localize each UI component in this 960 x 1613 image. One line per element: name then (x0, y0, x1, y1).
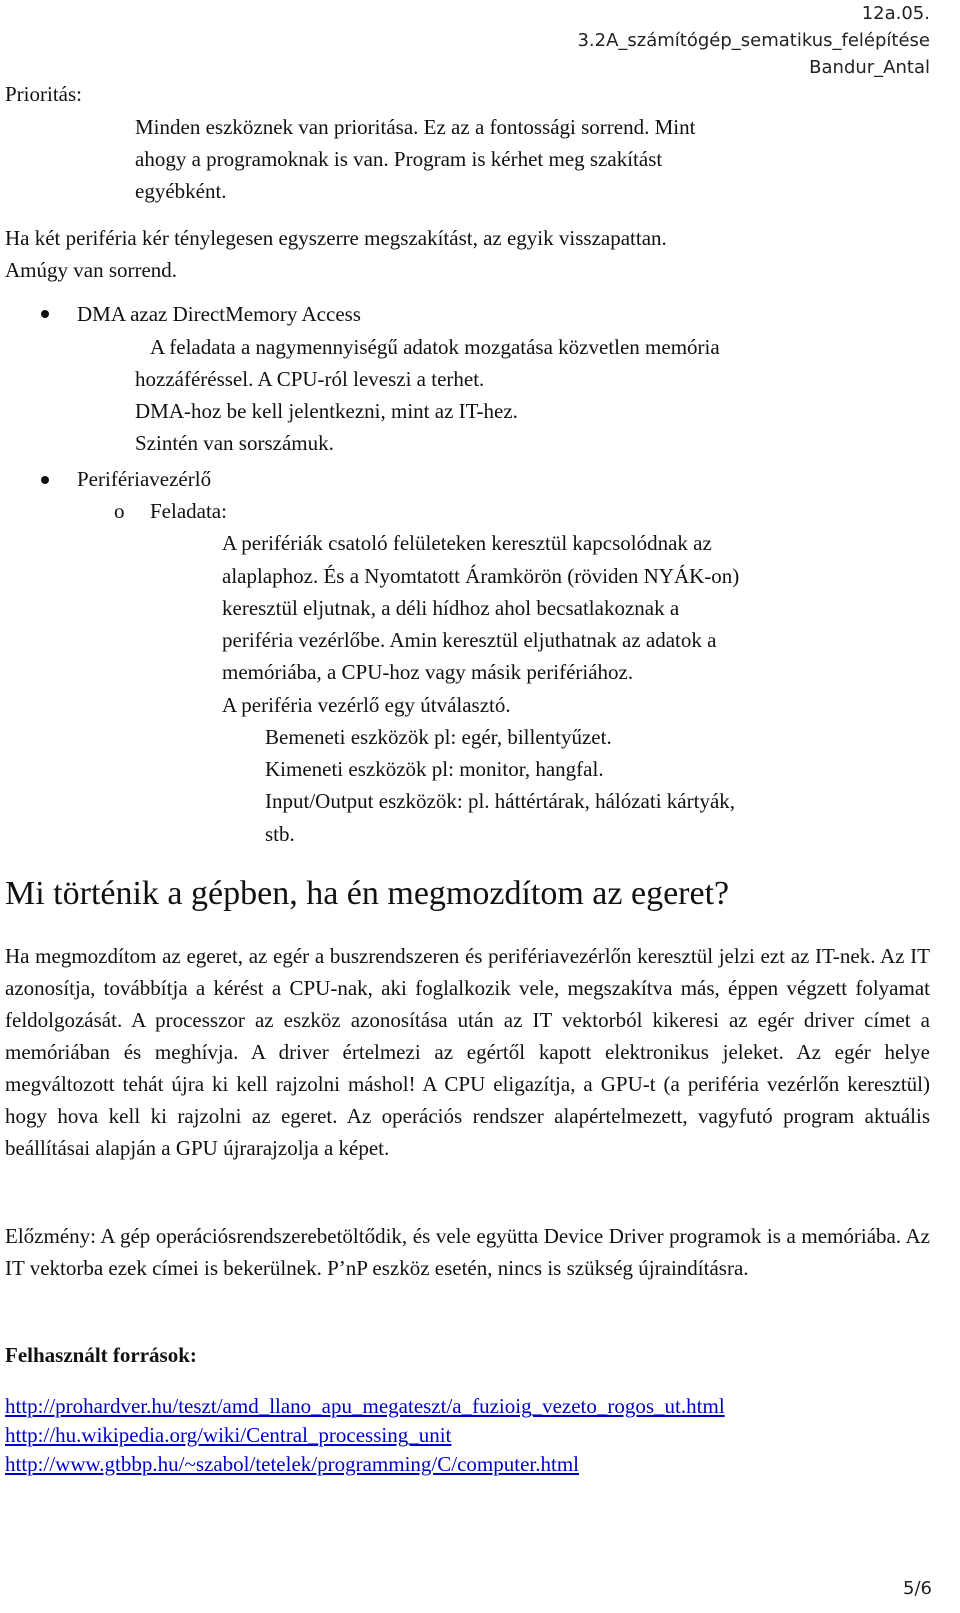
header-document-title: 3.2A_számítógép_sematikus_felépítése (577, 30, 930, 51)
perif-line-2: alaplaphoz. És a Nyomtatott Áramkörön (röviden NYÁK-on) (222, 564, 740, 588)
header-rule (577, 81, 930, 82)
header-date: 12a.05. (861, 3, 930, 24)
device-output: Kimeneti eszközök pl: monitor, hangfal. (265, 757, 604, 781)
priority-label: Prioritás: (5, 82, 82, 106)
conflict-line-1: Ha két periféria kér ténylegesen egyszerre megszakítást, az egyik visszapattan. (5, 226, 667, 250)
priority-line-2: ahogy a programoknak is van. Program is kérhet meg szakítást (135, 147, 663, 171)
dma-title: DMA azaz DirectMemory Access (77, 302, 361, 326)
source-link-gtbbp[interactable]: http://www.gtbbp.hu/~szabol/tetelek/programming/C/computer.html (5, 1452, 580, 1476)
priority-line-3: egyébként. (135, 179, 227, 203)
conflict-line-2: Amúgy van sorrend. (5, 258, 178, 282)
device-io: Input/Output eszközök: pl. háttértárak, hálózati kártyák, (265, 789, 736, 813)
perif-bullet-icon (41, 476, 49, 484)
perif-line-6: A periféria vezérlő egy útválasztó. (222, 693, 511, 717)
device-input: Bemeneti eszközök pl: egér, billentyűzet. (265, 725, 612, 749)
mouse-paragraph: Ha megmozdítom az egeret, az egér a buszrendszeren és perifériavezérlőn keresztül jelzi ezt az IT-nek. Az IT azonosítja, továbbítja a kérést a CPU-nak, aki foglalkozik vele, megszakítva más, éppen végzett folyamat feldolgozását. A processzor az eszköz azonosítása után az IT vektorból kikeresi az egér driver címet a memóriában és meghívja. A driver értelmezi az egértől kapott elektronikus jeleket. Az egér helye megváltozott tehát újra ki kell rajzolni máshol! A CPU eligazítja, a GPU-t (a periféria vezérlőn keresztül) hogy hova kell ki rajzolni az egeret. Az operációs rendszer alapértelmezett, vagyfutó program aktuális beállításai alapján a GPU újrarajzolja a képet. (5, 944, 930, 1160)
dma-line-1: A feladata a nagymennyiségű adatok mozgatása közvetlen memória (150, 335, 720, 359)
perif-line-5: memóriába, a CPU-hoz vagy másik perifériához. (222, 660, 634, 684)
page-number: 5/6 (903, 1578, 932, 1599)
dma-bullet-icon (41, 310, 49, 318)
history-paragraph: Előzmény: A gép operációsrendszerebetöltődik, és vele együtta Device Driver programok is a memóriába. Az IT vektorba ezek címei is bekerülnek. P’nP eszköz esetén, nincs is szükség újraindításra. (5, 1224, 930, 1280)
dma-line-2: hozzáféréssel. A CPU-ról leveszi a terhet. (135, 367, 485, 391)
sources-title: Felhasznált források: (5, 1343, 197, 1367)
source-link-prohardver[interactable]: http://prohardver.hu/teszt/amd_llano_apu_megateszt/a_fuzioig_vezeto_rogos_ut.html (5, 1394, 725, 1418)
perif-line-3: keresztül eljutnak, a déli hídhoz ahol becsatlakoznak a (222, 596, 680, 620)
device-etc: stb. (265, 822, 295, 846)
priority-line-1: Minden eszköznek van prioritása. Ez az a fontossági sorrend. Mint (135, 115, 696, 139)
perif-title: Perifériavezérlő (77, 467, 212, 491)
perif-sub-marker: o (114, 499, 125, 523)
page-header (577, 0, 930, 81)
sources-list (5, 1392, 725, 1479)
dma-line-3: DMA-hoz be kell jelentkezni, mint az IT-hez. (135, 399, 518, 423)
header-author: Bandur_Antal (809, 57, 930, 78)
perif-line-4: periféria vezérlőbe. Amin keresztül eljuthatnak az adatok a (222, 628, 717, 652)
perif-line-1: A perifériák csatoló felületeken keresztül kapcsolódnak az (222, 531, 712, 555)
perif-sub-title: Feladata: (150, 499, 227, 523)
section-heading: Mi történik a gépben, ha én megmozdítom az egeret? (5, 875, 730, 912)
dma-line-4: Szintén van sorszámuk. (135, 431, 334, 455)
source-link-wikipedia[interactable]: http://hu.wikipedia.org/wiki/Central_processing_unit (5, 1423, 452, 1447)
